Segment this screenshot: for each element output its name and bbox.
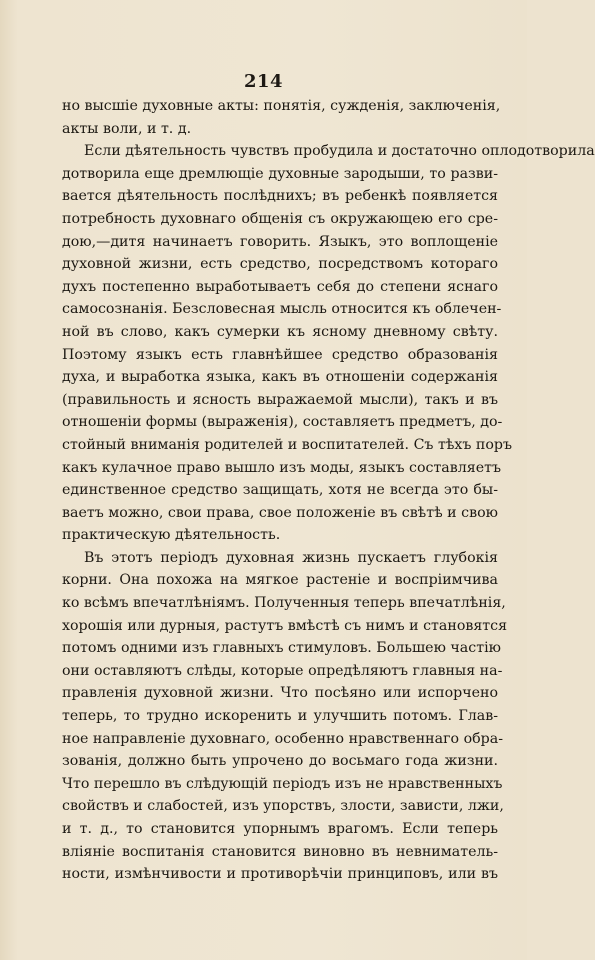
text-line: Въ этотъ періодъ духовная жизнь пускаетъ глубокія xyxy=(84,549,498,566)
body-text xyxy=(62,95,595,886)
text-line: акты воли, и т. д. xyxy=(62,120,192,137)
text-line: стойный вниманія родителей и воспитателей. Съ тѣхъ поръ xyxy=(62,436,513,453)
text-line: (правильность и ясность выражаемой мысли), такъ и въ xyxy=(62,391,498,408)
text-line: Поэтому языкъ есть главнѣйшее средство образованія xyxy=(62,346,498,363)
text-line: ное направленіе духовнаго, особенно нравственнаго обра- xyxy=(62,730,503,747)
text-line: ной въ слово, какъ сумерки къ ясному дневному свѣту. xyxy=(62,323,498,340)
text-line: вліяніе воспитанія становится виновно въ невниматель- xyxy=(62,843,498,860)
text-line: потомъ одними изъ главныхъ стимуловъ. Большею частію xyxy=(62,640,501,657)
text-line: духъ постепенно выработываетъ себя до степени яснаго xyxy=(62,278,498,295)
text-line: теперь, то трудно искоренить и улучшить потомъ. Глав- xyxy=(62,708,498,725)
text-line: корни. Она похожа на мягкое растеніе и воспріимчива xyxy=(62,572,498,589)
text-line: правленія духовной жизни. Что посѣяно или испорчено xyxy=(62,685,498,702)
text-line: вается дѣятельность послѣднихъ; въ ребенкѣ появляется xyxy=(62,188,498,205)
text-line: духа, и выработка языка, какъ въ отношеніи содержанія xyxy=(62,369,498,386)
text-line: дою,—дитя начинаетъ говорить. Языкъ, это воплощеніе xyxy=(62,233,498,250)
text-line: отношеніи формы (выраженія), составляетъ предметъ, до- xyxy=(62,414,503,431)
text-line: Если дѣятельность чувствъ пробудила и достаточно оплодотворила xyxy=(84,143,595,160)
text-line: потребность духовнаго общенія съ окружающею его сре- xyxy=(62,210,498,227)
text-line: единственное средство защищать, хотя не всегда это бы- xyxy=(62,482,498,499)
text-line: ваетъ можно, свои права, свое положеніе въ свѣтѣ и свою xyxy=(62,504,498,521)
text-line: самосознанія. Безсловесная мысль относится къ облечен- xyxy=(62,301,502,318)
text-line: свойствъ и слабостей, изъ упорствъ, злости, зависти, лжи, xyxy=(62,798,504,815)
text-line: они оставляютъ слѣды, которые опредѣляютъ главныя на- xyxy=(62,662,503,679)
text-line: ности, измѣнчивости и противорѣчіи принциповъ, или въ xyxy=(62,866,498,883)
text-line: Что перешло въ слѣдующій періодъ изъ не нравственныхъ xyxy=(62,775,503,792)
text-line: практическую дѣятельность. xyxy=(62,527,281,544)
text-line: и т. д., то становится упорнымъ врагомъ. Если теперь xyxy=(62,821,498,837)
page-number: 214 xyxy=(243,71,284,92)
text-line: зованія, должно быть упрочено до восьмаго года жизни. xyxy=(62,753,498,770)
text-line: дотворила еще дремлющіе духовные зародыши, то разви- xyxy=(62,165,498,182)
text-line: но высшіе духовные акты: понятія, сужденія, заключенія, xyxy=(62,98,501,114)
text-line: духовной жизни, есть средство, посредствомъ котораго xyxy=(62,256,498,273)
text-line: ко всѣмъ впечатлѣніямъ. Полученныя теперь впечатлѣнія, xyxy=(62,595,506,612)
text-line: хорошія или дурныя, растутъ вмѣстѣ съ нимъ и становятся xyxy=(62,617,508,634)
text-line: какъ кулачное право вышло изъ моды, языкъ составляетъ xyxy=(62,459,501,476)
